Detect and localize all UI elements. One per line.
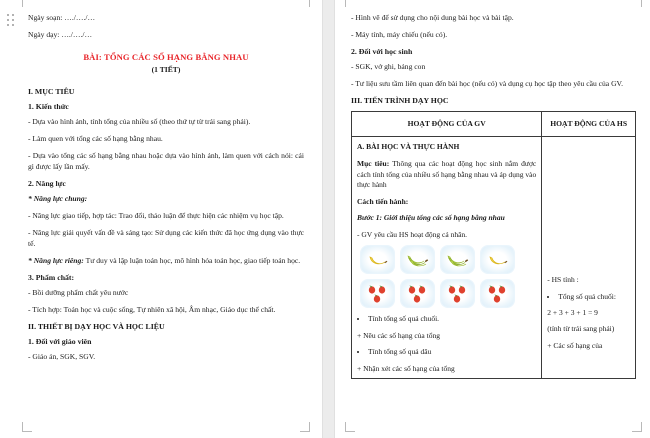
text-nang-luc-rieng: Tư duy và lập luận toán học, mô hình hóa toán học, giao tiếp toán học. (83, 255, 301, 265)
heading-thiet-bi: II. THIẾT BỊ DẠY HỌC VÀ HỌC LIỆU (28, 321, 165, 331)
banana-bunch-icon (401, 246, 434, 273)
heading-kien-thuc: 1. Kiến thức (28, 101, 69, 111)
bullet-kien-thuc-1: - Dựa vào hình ảnh, tính tổng của nhiều số (theo thứ tự từ trái sang phải). (28, 117, 251, 127)
cell-heading-buoc-1: Bước 1: Giới thiệu tổng các số hạng bằng nhau (357, 213, 505, 223)
bullet-sgk: - SGK, vở ghi, bảng con (351, 62, 426, 72)
date-prepared-line: Ngày soạn: …./…./… (28, 13, 96, 22)
table-row (352, 137, 636, 379)
banana-bunch-tile-3 (441, 246, 474, 273)
hs-bullet-list (547, 292, 630, 303)
banana-bunch-icon (441, 246, 474, 273)
lesson-title: BÀI: TỔNG CÁC SỐ HẠNG BẰNG NHAU (83, 51, 249, 62)
cell-paragraph-muc-tieu (357, 159, 536, 192)
crop-mark-bottom-right (300, 422, 310, 432)
left-page-body (28, 0, 304, 363)
text-muc-tieu: Thông qua các hoạt động học sinh nắm được cách tính tổng của nhiều số hạng bằng nhau và áp dụng vào thực hành (357, 158, 537, 190)
page-left (0, 0, 322, 438)
bullet-giao-an: - Giáo án, SGK, SGV. (28, 352, 96, 362)
bullet-kien-thuc-3: - Dựa vào tổng các số hạng bằng nhau hoặc dựa vào hình ảnh, làm quen với cách nói: cái gì được lấy lần mấy. (28, 151, 304, 171)
heading-doi-voi-giao-vien: 1. Đối với giáo viên (28, 336, 92, 346)
bullet-pham-chat-1: - Bồi dưỡng phẩm chất yêu nước (28, 287, 129, 297)
strawberry-tile-1 (361, 280, 394, 307)
label-muc-tieu: Mục tiêu: (357, 158, 390, 168)
crop-mark-bottom-left (22, 422, 32, 432)
paragraph-nang-luc-rieng (28, 256, 304, 267)
gv-task-plus-1: + Nêu các số hạng của tổng (357, 330, 440, 340)
table-header-row (352, 112, 636, 137)
handle-dot (12, 24, 14, 26)
heading-pham-chat: 3. Phẩm chất: (28, 272, 75, 282)
cell-heading-cach-tien-hanh: Cách tiến hành: (357, 196, 409, 206)
page-right (335, 0, 650, 438)
lesson-activity-table (351, 111, 636, 379)
list-item: • Tổng số quả chuối: (558, 292, 630, 303)
bullet-hinh-ve: - Hình vẽ để sử dụng cho nội dung bài học và bài tập. (351, 13, 514, 22)
crop-mark-top-left (22, 0, 32, 7)
hs-line-cac-so-hang: + Các số hạng của (547, 340, 603, 350)
heading-doi-voi-hoc-sinh: 2. Đối với học sinh (351, 46, 413, 56)
cell-heading-bai-hoc: A. BÀI HỌC VÀ THỰC HÀNH (357, 142, 460, 152)
gv-task-list-2 (357, 347, 536, 358)
table-header-gv: HOẠT ĐỘNG CỦA GV (352, 112, 542, 137)
lesson-subtitle: (1 TIẾT) (151, 64, 181, 74)
table-header-hs: HOẠT ĐỘNG CỦA HS (542, 112, 636, 137)
strawberry-row (361, 280, 536, 307)
crop-mark-bottom-right (632, 422, 642, 432)
handle-dot (12, 14, 14, 16)
heading-muc-tieu: I. MỤC TIÊU (28, 86, 75, 96)
crop-mark-bottom-left (345, 422, 355, 432)
crop-mark-top-left (345, 0, 355, 7)
list-item: • Tính tổng số quả chuối. (368, 314, 536, 325)
handle-dot (7, 24, 9, 26)
bullet-may-tinh: - Máy tính, máy chiếu (nếu có). (351, 29, 448, 39)
strawberry-tile-3 (441, 280, 474, 307)
hs-equation: 2 + 3 + 3 + 1 = 9 (547, 308, 598, 317)
bullet-nang-luc-1: - Năng lực giao tiếp, hợp tác: Trao đổi, thảo luận để thực hiện các nhiệm vụ học tập. (28, 210, 284, 220)
hs-cell-spacer (547, 142, 630, 275)
date-taught-line: Ngày dạy: …./…./… (28, 29, 93, 39)
drag-handle-dots[interactable] (7, 14, 15, 27)
strawberry-tile-4 (481, 280, 514, 307)
right-page-body (351, 0, 636, 379)
strawberry-icon (361, 280, 394, 307)
cell-text-instruction: - GV yêu cầu HS hoạt động cá nhân. (357, 229, 468, 239)
handle-dot (7, 19, 9, 21)
page-separator-gap (322, 0, 335, 438)
strawberry-tile-2 (401, 280, 434, 307)
strawberry-icon (481, 280, 514, 307)
hs-note: (tính từ trái sang phải) (547, 324, 615, 334)
table-cell-gv-activity (352, 137, 542, 379)
strawberry-icon (401, 280, 434, 307)
crop-mark-top-right (632, 0, 642, 7)
banana-row (361, 246, 536, 273)
bullet-nang-luc-2: - Năng lực giải quyết vấn đề và sáng tạo: Sử dụng các kiến thức đã học ứng dụng vào thực tế. (28, 227, 304, 248)
fruit-illustration-grid (361, 246, 536, 307)
strawberry-icon (441, 280, 474, 307)
subheading-nang-luc-chung: * Năng lực chung: (28, 194, 88, 203)
bullet-tu-lieu: - Tư liệu sưu tầm liên quan đến bài học (nếu có) và dụng cụ học tập theo yêu cầu của GV. (351, 79, 623, 89)
gv-task-list (357, 314, 536, 325)
heading-tien-trinh: III. TIẾN TRÌNH DẠY HỌC (351, 96, 449, 106)
bullet-pham-chat-2: - Tích hợp: Toán học và cuộc sống, Tự nhiên xã hội, Âm nhạc, Giáo dục thể chất. (28, 304, 276, 314)
crop-mark-top-right (300, 0, 310, 7)
handle-dot (12, 19, 14, 21)
banana-icon (481, 246, 514, 273)
banana-icon (361, 246, 394, 273)
label-nang-luc-rieng: * Năng lực riêng: (28, 255, 84, 265)
handle-dot (7, 14, 9, 16)
banana-bunch-tile-2 (401, 246, 434, 273)
heading-nang-luc: 2. Năng lực (28, 178, 66, 188)
list-item: • Tính tổng số quả dâu (368, 347, 536, 358)
banana-tile-1 (361, 246, 394, 273)
table-cell-hs-activity (542, 137, 636, 379)
bullet-kien-thuc-2: - Làm quen với tổng các số hạng bằng nhau. (28, 134, 163, 144)
gv-task-plus-2: + Nhận xét các số hạng của tổng (357, 363, 455, 373)
hs-line-tinh: - HS tính : (547, 275, 579, 285)
banana-tile-4 (481, 246, 514, 273)
